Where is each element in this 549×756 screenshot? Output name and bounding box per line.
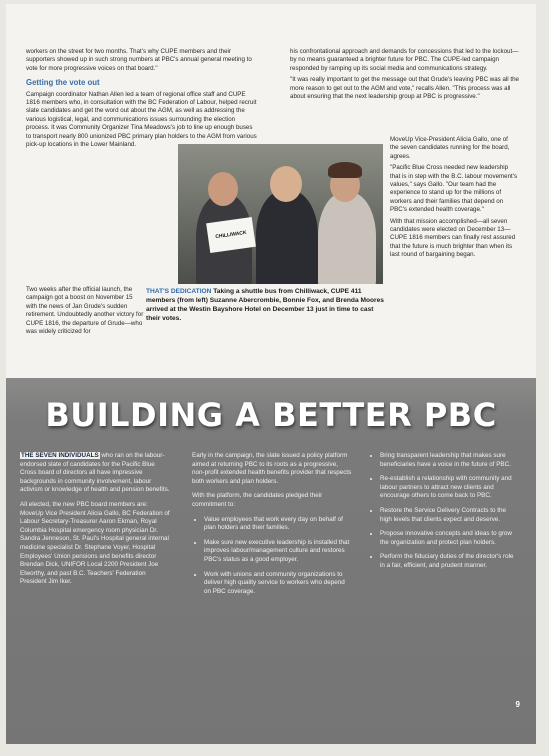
paragraph: Campaign coordinator Nathan Allen led a team of regional office staff and CUPE 1816 members who, in consultation with the BC Federation of Labour, helped recruit slate candidates and get the word out about the AGM, as well as addressing the various logistical, legal, and communications issues surrounding the election process. It was Community Organizer Tina Meadows's job to line up enough buses to transport nearly 800 unionized PBC primary plan holders to the AGM from various pick-up locations in the Lower Mainland. — [26, 90, 257, 149]
list-item: • Bring transparent leadership that makes sure beneficiaries have a voice in the future of PBC. — [380, 452, 518, 469]
article-column-1-continued — [26, 286, 144, 339]
list-item: • Work with unions and community organizations to deliver high quality service to workers who depend on PBC coverage. — [204, 571, 352, 597]
page-number: 9 — [515, 700, 520, 709]
list-item: • Propose innovative concepts and ideas to grow the organization and protect plan holders. — [380, 530, 518, 547]
photo-caption — [146, 287, 386, 323]
list-item: • Perform the fiduciary duties of the director's role in a fair, efficient, and prudent manner. — [380, 553, 518, 570]
paragraph: MoveUp Vice-President Alicia Gallo, one of the seven candidates running for the board, agrees. — [390, 136, 510, 160]
paragraph: his confrontational approach and demands for concessions that led to the lockout—by no means guaranteed a brighter future for PBC. The CUPE-led campaign responded by ramping up its social media and communications strategy. — [290, 48, 519, 72]
sidebar-band — [6, 378, 536, 744]
band-title: BUILDING A BETTER PBC — [45, 396, 497, 434]
person-middle-head — [270, 166, 302, 202]
section-subhead: Getting the vote out — [26, 78, 100, 88]
person-middle — [256, 190, 318, 284]
paragraph: "Pacific Blue Cross needed new leadership that is in step with the B.C. labour movement's values," says Gallo. "Our team had the experience to stand up for the millions of workers and their families that depend on PBC's extended health coverage." — [390, 164, 518, 214]
commitment-list — [192, 516, 352, 597]
article-column-3 — [290, 48, 520, 104]
band-column-3 — [368, 452, 518, 577]
paragraph — [20, 452, 172, 495]
person-right — [318, 192, 376, 284]
highlight-lead: THE SEVEN INDIVIDUALS — [21, 452, 99, 459]
paragraph: All elected, the new PBC board members are: MoveUp Vice President Alicia Gallo, BC Federation of Labour Secretary-Treasurer Aaron Ekman, Royal Columbia Hospital emergency room physician Dr. Sandra Jenneson, St. Paul's Hospital general internal medicine specialist Dr. Stephane Voyer, Hospital Employees' Union pensions and benefits director Brendan Dick, UNIFOR Local 2200 President Joe Elworthy, and past B.C. Teachers' Federation President Jim Iker. — [20, 500, 170, 586]
article-column-1 — [26, 48, 258, 152]
list-item: • Value employees that work every day on behalf of plan holders and their families. — [204, 516, 352, 533]
person-right-hair — [328, 162, 362, 178]
paragraph: With that mission accomplished—all seven candidates were elected on December 13—CUPE 1816 members can finally rest assured that the future is much brighter than when its last round of bargaining began. — [390, 217, 516, 259]
paragraph: workers on the street for two months. That's why CUPE members and their supporters showed up in such strong numbers at PBC's annual general meeting to vote for more progressive voices on that board." — [26, 48, 252, 72]
commitment-list-continued — [368, 452, 518, 571]
paragraph: "It was really important to get the message out that Grude's leaving PBC was all the more reason to get out to the AGM and vote," recalls Allen. "This process was all about ensuring that the next leadership group at PBC is progressive." — [290, 76, 519, 101]
paragraph-text: who ran on the labour-endorsed slate of candidates for the Pacific Blue Cross board of directors all have impressive backgrounds in community involvement, labour activism or knowledge of health and pension benefits. — [20, 452, 170, 494]
band-column-2 — [192, 452, 352, 602]
chilliwack-sign: CHILLIWACK — [206, 217, 256, 253]
caption-text: Taking a shuttle bus from Chilliwack, CUPE 411 members (from left) Suzanne Abercrombie, Bonnie Fox, and Brenda Moores arrived at the Westin Bayshore Hotel on December 13 just in time to cast their votes. — [146, 288, 384, 322]
article-column-3-continued — [390, 136, 518, 263]
paragraph: Two weeks after the official launch, the campaign got a boost on November 15 with the news of Jan Grude's sudden retirement. Undoubtedly another victory for CUPE 1816, the departure of Grude—who was widely criticized for — [26, 286, 144, 336]
paragraph: With the platform, the candidates pledged their commitment to: — [192, 492, 323, 508]
magazine-page — [6, 4, 536, 744]
list-item: • Make sure new executive leadership is installed that improves labour/management culture and restores PBC's status as a good employer. — [204, 539, 352, 565]
caption-lead: THAT'S DEDICATION — [146, 288, 212, 295]
paragraph: Early in the campaign, the slate issued a policy platform aimed at returning PBC to its roots as a progressive, non-profit extended health benefits provider that respects both workers and plan holders. — [192, 452, 352, 485]
list-item: • Re-establish a relationship with community and labour partners to attract new clients and encourage others to come back to PBC. — [380, 475, 518, 501]
list-item: • Restore the Service Delivery Contracts to the high levels that clients expect and deserve. — [380, 507, 518, 524]
person-left-head — [208, 172, 238, 206]
photo-three-women — [178, 144, 383, 284]
band-column-1 — [20, 452, 172, 593]
